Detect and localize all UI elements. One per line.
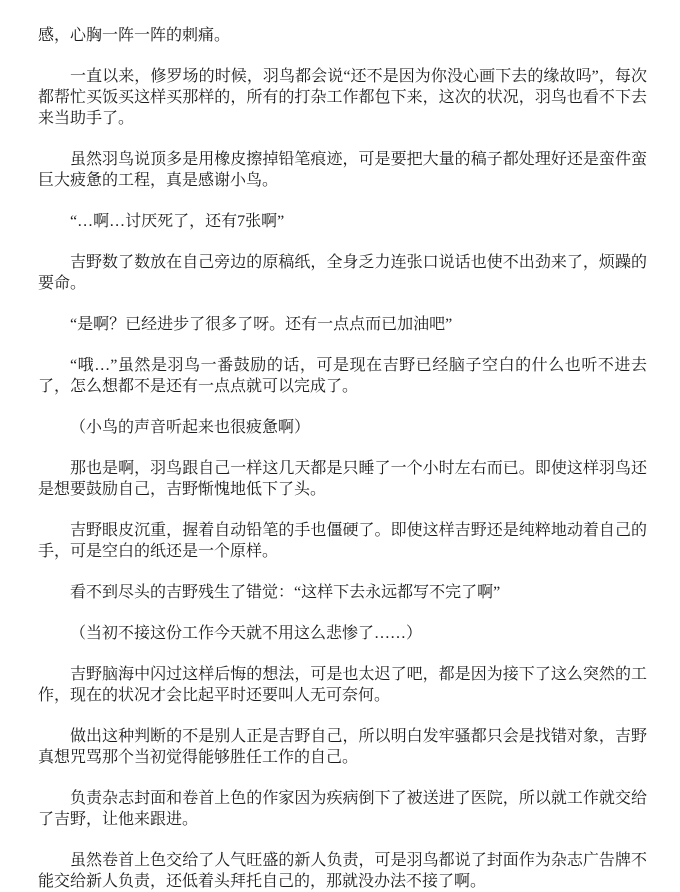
paragraph-dialogue: “…啊…讨厌死了，还有7张啊” <box>70 213 285 230</box>
paragraph: 虽然羽鸟说顶多是用橡皮擦掉铅笔痕迹，可是要把大量的稿子都处理好还是蛮件蛮巨大疲惫的工程，真是感谢小鸟。 <box>38 151 647 189</box>
paragraph: 做出这种判断的不是别人正是吉野自己，所以明白发牢骚都只会是找错对象，吉野真想咒骂那个当初觉得能够胜任工作的自己。 <box>38 728 647 766</box>
paragraph: 看不到尽头的吉野残生了错觉：“这样下去永远都写不完了啊” <box>70 584 501 601</box>
paragraph: 感，心胸一阵一阵的刺痛。 <box>38 27 231 44</box>
paragraph: 一直以来，修罗场的时候，羽鸟都会说“还不是因为你没心画下去的缘故吗”，每次都帮忙买饭买这样买那样的，所有的打杂工作都包下来，这次的状况，羽鸟也看不下去来当助手了。 <box>38 68 647 127</box>
paragraph-aside: （当初不接这份工作今天就不用这么悲惨了……） <box>70 625 423 642</box>
paragraph-dialogue: “是啊？已经进步了很多了呀。还有一点点而已加油吧” <box>70 316 453 333</box>
paragraph: 吉野眼皮沉重，握着自动铅笔的手也僵硬了。即使这样吉野还是纯粹地动着自己的手，可是空白的纸还是一个原样。 <box>38 522 647 560</box>
paragraph: 吉野脑海中闪过这样后悔的想法，可是也太迟了吧，都是因为接下了这么突然的工作，现在的状况才会比起平时还要叫人无可奈何。 <box>38 666 647 704</box>
paragraph: 负责杂志封面和卷首上色的作家因为疾病倒下了被送进了医院，所以就工作就交给了吉野，让他来跟进。 <box>38 790 647 828</box>
paragraph: “哦…”虽然是羽鸟一番鼓励的话，可是现在吉野已经脑子空白的什么也听不进去了，怎么想都不是还有一点点就可以完成了。 <box>38 357 647 395</box>
paragraph-aside: （小鸟的声音听起来也很疲惫啊） <box>70 419 311 436</box>
paragraph: 吉野数了数放在自己旁边的原稿纸，全身乏力连张口说话也使不出劲来了，烦躁的要命。 <box>38 254 647 292</box>
paragraph: 那也是啊，羽鸟跟自己一样这几天都是只睡了一个小时左右而已。即使这样羽鸟还是想要鼓励自己，吉野惭愧地低下了头。 <box>38 460 647 498</box>
paragraph: 虽然卷首上色交给了人气旺盛的新人负责，可是羽鸟都说了封面作为杂志广告牌不能交给新人负责，还低着头拜托自己的，那就没办法不接了啊。 <box>38 852 647 890</box>
